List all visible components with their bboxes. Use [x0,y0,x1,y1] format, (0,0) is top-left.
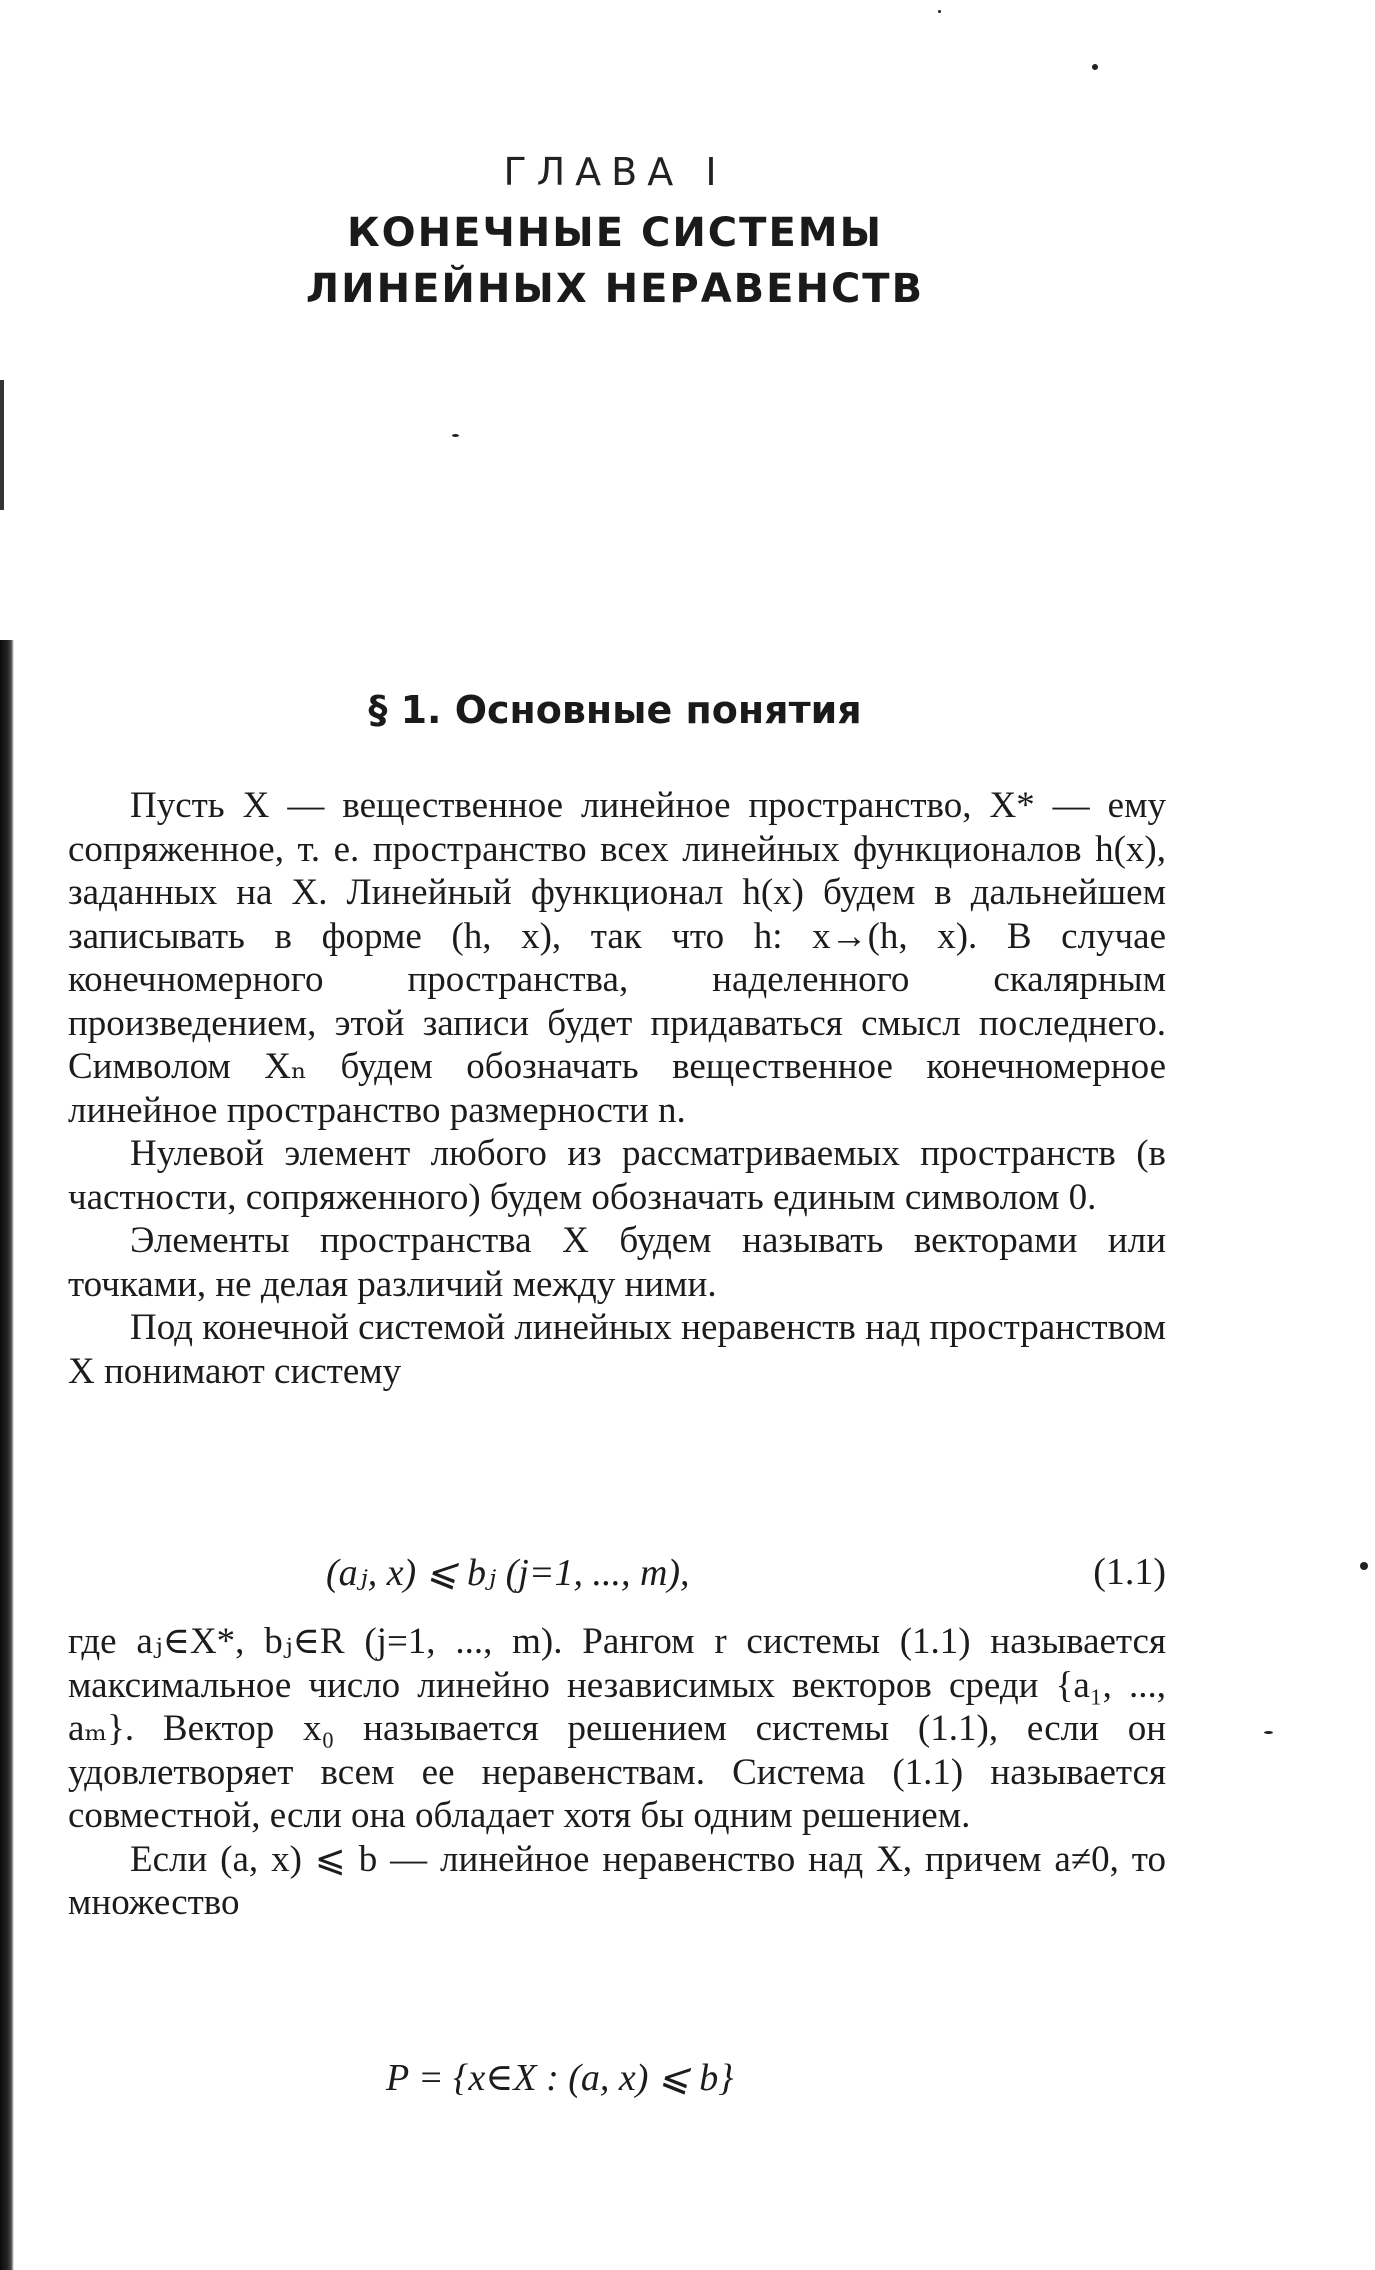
paragraph: Под конечной системой линейных неравенств над пространством X понимают систему [68,1307,1166,1392]
paragraph: Элементы пространства X будем называть векторами или точками, не делая различий между ними. [68,1220,1166,1305]
page-edge-shadow-top [0,380,4,510]
body-text-block-2 [68,1620,1166,1925]
speck [938,10,941,13]
chapter-number: ГЛАВА I [503,150,727,194]
chapter-title [0,205,1230,317]
chapter-title-line-2: ЛИНЕЙНЫХ НЕРАВЕНСТВ [305,266,925,312]
speck [1264,1731,1273,1734]
formula-set-P-body: P = {x∈X : (a, x) ⩽ b} [386,2057,734,2099]
chapter-title-line-1: КОНЕЧНЫЕ СИСТЕМЫ [346,210,884,256]
paragraph: Нулевой элемент любого из рассматриваемых пространств (в частности, сопряженного) будем обозначать единым символом 0. [68,1133,1166,1218]
paragraph: Если (a, x) ⩽ b — линейное неравенство над X, причем a≠0, то множество [68,1838,1166,1923]
formula-1-1-body: (aⱼ, x) ⩽ bⱼ (j=1, ..., m), [326,1552,690,1594]
paragraph: где aⱼ∈X*, bⱼ∈R (j=1, ..., m). Рангом r системы (1.1) называется максимальное число линейно независимых векторов среди {a₁, ..., aₘ}. Вектор x₀ называется решением системы (1.1), если он удовлетворяет всем ее неравенствам. Система (1.1) называется совместной, если она обладает хотя бы одним решением. [68,1621,1166,1836]
section-title: § 1. Основные понятия [368,688,862,732]
body-text-block-1 [68,784,1166,1393]
speck [1360,1562,1368,1570]
speck [452,434,459,437]
page-edge-shadow [0,640,14,2270]
formula-1-1 [68,1550,1166,1596]
paragraph: Пусть X — вещественное линейное пространство, X* — ему сопряженное, т. е. пространство всех линейных функционалов h(x), заданных на X. Линейный функционал h(x) будем в дальнейшем записывать в форме (h, x), так что h: x→(h, x). В случае конечномерного пространства, наделенного скалярным произведением, этой записи будет придаваться смысл последнего. Символом Xₙ будем обозначать вещественное конечномерное линейное пространство размерности n. [68,785,1166,1131]
formula-set-P [68,2055,1166,2101]
speck [1092,64,1098,70]
equation-number: (1.1) [1093,1551,1166,1593]
